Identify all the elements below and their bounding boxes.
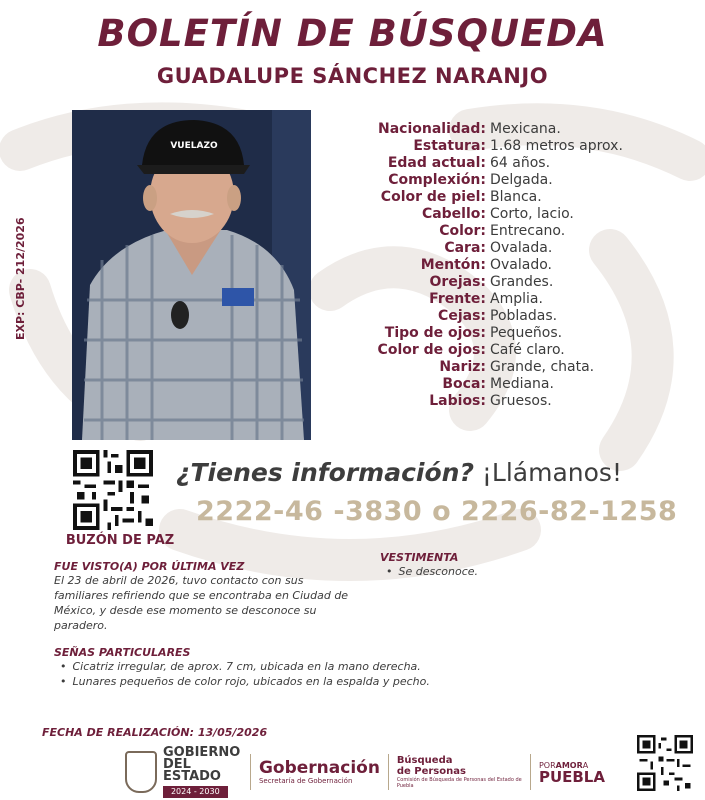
clothing-section [380, 551, 580, 579]
busqueda-subtitle: Comisión de Búsqueda de Personas del Estado de Puebla [396, 777, 522, 789]
spec-label: Complexión: [388, 172, 486, 188]
spec-row-eye-color [330, 342, 690, 359]
a-text: A [582, 760, 589, 770]
spec-row-forehead [330, 291, 690, 308]
spec-row-chin [330, 257, 690, 274]
info-call-to-action [176, 458, 622, 487]
state-seal-icon [125, 751, 157, 793]
spec-row-build [330, 172, 690, 189]
gobierno-logo [162, 744, 242, 798]
spec-label: Color de piel: [380, 189, 486, 205]
distinguishing-marks-section [54, 646, 654, 689]
last-seen-heading: FUE VISTO(A) POR ÚLTIMA VEZ [54, 560, 245, 573]
spec-label: Nacionalidad: [378, 121, 486, 137]
spec-label: Labios: [429, 393, 486, 409]
divider [250, 754, 251, 790]
footer-qr-code[interactable] [637, 735, 693, 791]
spec-value: Ovalada. [490, 240, 553, 256]
spec-label: Estatura: [413, 138, 486, 154]
spec-value: Blanca. [490, 189, 542, 205]
call-us-text: ¡Llámanos! [473, 458, 622, 487]
clothing-heading: VESTIMENTA [380, 551, 459, 564]
footer-logos [125, 744, 605, 796]
spec-label: Mentón: [420, 257, 486, 273]
spec-row-nose [330, 359, 690, 376]
busqueda-personas-logo [397, 755, 522, 789]
spec-label: Cabello: [421, 206, 486, 222]
spec-value: Mexicana. [490, 121, 561, 137]
gobernacion-title: Gobernación [258, 758, 380, 778]
por-amor-a-puebla-logo [539, 761, 605, 784]
spec-row-hair [330, 206, 690, 223]
spec-value: 64 años. [490, 155, 551, 171]
spec-label: Nariz: [439, 359, 486, 375]
spec-row-age [330, 155, 690, 172]
spec-row-height [330, 138, 690, 155]
distinguishing-marks-heading: SEÑAS PARTICULARES [54, 646, 191, 659]
last-seen-section [54, 560, 354, 633]
mark-item: • Cicatriz irregular, de aprox. 7 cm, ubicada en la mano derecha. [60, 659, 654, 674]
spec-value: Corto, lacio. [490, 206, 574, 222]
spec-row-nationality [330, 121, 690, 138]
por-text: POR [538, 760, 556, 770]
mark-item: • Lunares pequeños de color rojo, ubicados en la espalda y pecho. [60, 674, 654, 689]
spec-row-eyebrows [330, 308, 690, 325]
spec-label: Frente: [429, 291, 486, 307]
gobierno-years: 2024 - 2030 [163, 786, 228, 798]
busqueda-line2: de Personas [396, 766, 466, 777]
spec-value: Delgada. [490, 172, 553, 188]
spec-value: 1.68 metros aprox. [490, 138, 623, 154]
spec-value: Pobladas. [490, 308, 558, 324]
case-file-number: EXP: CBP- 212/2026 [14, 217, 27, 340]
amor-text: AMOR [555, 760, 583, 770]
spec-label: Edad actual: [387, 155, 486, 171]
spec-label: Cejas: [438, 308, 486, 324]
missing-person-name: GUADALUPE SÁNCHEZ NARANJO [156, 64, 549, 88]
phone-numbers[interactable]: 2222-46 -3830 o 2226-82-1258 [196, 496, 678, 527]
spec-value: Café claro. [490, 342, 565, 358]
divider [530, 754, 531, 790]
creation-date: FECHA DE REALIZACIÓN: 13/05/2026 [42, 726, 268, 739]
info-question: ¿Tienes información? [176, 458, 474, 487]
buzon-de-paz-label: BUZÓN DE PAZ [65, 533, 175, 548]
spec-row-lips [330, 393, 690, 410]
gobierno-line2: DEL ESTADO [162, 756, 221, 784]
spec-label: Boca: [442, 376, 486, 392]
spec-label: Orejas: [429, 274, 486, 290]
clothing-item: • Se desconoce. [380, 564, 580, 579]
divider [388, 754, 389, 790]
cap-logo-text: VUELAZO [170, 141, 218, 151]
busqueda-line1: Búsqueda [396, 755, 453, 766]
spec-row-mouth [330, 376, 690, 393]
spec-label: Color de ojos: [377, 342, 486, 358]
spec-value: Pequeños. [490, 325, 563, 341]
spec-value: Grandes. [490, 274, 554, 290]
spec-value: Mediana. [490, 376, 554, 392]
puebla-text: PUEBLA [538, 767, 605, 786]
spec-label: Cara: [444, 240, 486, 256]
spec-value: Grande, chata. [490, 359, 595, 375]
buzon-qr-code[interactable] [73, 450, 153, 530]
spec-value: Entrecano. [490, 223, 566, 239]
spec-row-face [330, 240, 690, 257]
bulletin-title: BOLETÍN DE BÚSQUEDA [97, 12, 608, 55]
spec-row-eye-type [330, 325, 690, 342]
spec-row-skin [330, 189, 690, 206]
person-photo [72, 110, 311, 440]
spec-value: Gruesos. [490, 393, 552, 409]
gobernacion-subtitle: Secretaría de Gobernación [258, 777, 353, 785]
spec-value: Amplia. [490, 291, 543, 307]
spec-row-hair-color [330, 223, 690, 240]
spec-label: Tipo de ojos: [384, 325, 486, 341]
gobierno-line1: GOBIERNO [162, 744, 241, 760]
spec-label: Color: [439, 223, 486, 239]
person-illustration [72, 110, 311, 440]
last-seen-text: El 23 de abril de 2026, tuvo contacto con sus familiares refiriendo que se encontraba en Ciudad de México, y desde ese momento se desconoce su paradero. [54, 574, 349, 632]
spec-value: Ovalado. [490, 257, 553, 273]
gobernacion-logo [259, 759, 380, 785]
spec-row-ears [330, 274, 690, 291]
physical-description [330, 121, 690, 410]
